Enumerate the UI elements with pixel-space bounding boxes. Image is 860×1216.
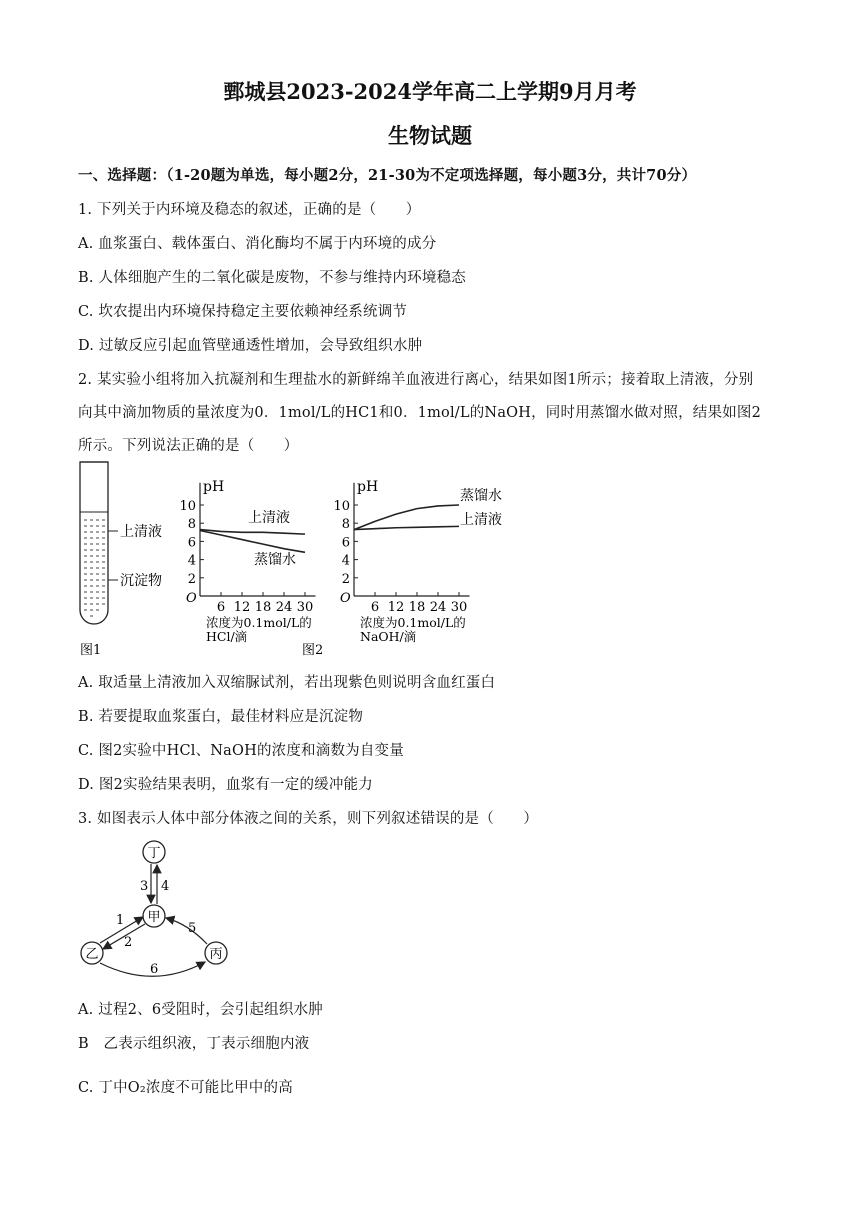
y-axis-label: pH bbox=[357, 478, 379, 495]
q1-stem: 1. 下列关于内环境及稳态的叙述，正确的是（ ） bbox=[78, 202, 421, 218]
x-tick-label: 6 bbox=[370, 600, 380, 615]
svg-text:丙: 丙 bbox=[209, 947, 223, 962]
q2-stem-line-3: 所示。下列说法正确的是（ ） bbox=[78, 438, 299, 454]
figure1-graph bbox=[179, 479, 315, 644]
x-tick-label: 18 bbox=[408, 600, 426, 615]
q1-option-b: B. 人体细胞产生的二氧化碳是废物，不参与维持内环境稳态 bbox=[78, 270, 466, 286]
x-tick-label: 18 bbox=[254, 600, 272, 615]
svg-text:丁: 丁 bbox=[147, 846, 161, 861]
y-tick-label: 2 bbox=[187, 571, 196, 587]
arrow-label-1: 1 bbox=[116, 913, 125, 928]
q2-option-c: C. 图2实验中HCl、NaOH的浓度和滴数为自变量 bbox=[78, 743, 404, 759]
arrow-5 bbox=[166, 918, 207, 944]
q3-option-a: A. 过程2、6受阻时，会引起组织水肿 bbox=[78, 1002, 323, 1018]
figure2-graph bbox=[333, 479, 502, 644]
q2-stem-line-2: 向其中滴加物质的量浓度为0．1mol/L的HC1和0．1mol/L的NaOH，同时用蒸馏水做对照，结果如图2 bbox=[78, 405, 762, 421]
x-tick-label: 30 bbox=[296, 600, 314, 615]
series-label: 蒸馏水 bbox=[460, 488, 502, 504]
node-jia bbox=[143, 905, 165, 927]
arrow-label-5: 5 bbox=[188, 921, 197, 936]
origin-label: O bbox=[340, 591, 351, 606]
y-tick-label: 8 bbox=[187, 517, 196, 533]
y-tick-label: 6 bbox=[187, 535, 196, 551]
figure2-caption: 图2 bbox=[302, 643, 324, 658]
x-axis-label-line: NaOH/滴 bbox=[360, 629, 417, 644]
q2-stem-line-1: 2. 某实验小组将加入抗凝剂和生理盐水的新鲜绵羊血液进行离心，结果如图1所示；接着取上清液，分别 bbox=[78, 372, 754, 388]
y-tick-label: 4 bbox=[341, 553, 350, 569]
series-label: 蒸馏水 bbox=[254, 552, 296, 568]
x-axis-label-line: 浓度为0.1mol/L的 bbox=[360, 615, 466, 630]
figure1-caption: 图1 bbox=[80, 643, 102, 658]
y-tick-label: 10 bbox=[179, 499, 196, 514]
y-tick-label: 4 bbox=[187, 553, 196, 569]
x-tick-label: 24 bbox=[429, 600, 447, 615]
node-yi bbox=[81, 942, 103, 964]
series-label: 上清液 bbox=[248, 510, 290, 526]
tube-label-sediment: 沉淀物 bbox=[120, 573, 162, 589]
series-line bbox=[354, 526, 459, 529]
q1-option-c: C. 坎农提出内环境保持稳定主要依赖神经系统调节 bbox=[78, 304, 408, 320]
q2-option-d: D. 图2实验结果表明，血浆有一定的缓冲能力 bbox=[78, 777, 373, 793]
page-title: 鄄城县2023-2024学年高二上学期9月月考 bbox=[223, 79, 637, 104]
origin-label: O bbox=[186, 591, 197, 606]
page-subtitle: 生物试题 bbox=[388, 123, 472, 148]
q1-option-d: D. 过敏反应引起血管壁通透性增加，会导致组织水肿 bbox=[78, 338, 423, 354]
y-tick-label: 8 bbox=[341, 517, 350, 533]
y-tick-label: 6 bbox=[341, 535, 350, 551]
x-tick-label: 24 bbox=[275, 600, 293, 615]
node-bing bbox=[205, 942, 227, 964]
y-tick-label: 2 bbox=[341, 571, 350, 587]
node-ding bbox=[143, 841, 165, 863]
q2-figures bbox=[0, 458, 860, 668]
series-line bbox=[354, 505, 459, 530]
svg-text:甲: 甲 bbox=[147, 910, 161, 925]
arrow-label-4: 4 bbox=[161, 879, 170, 894]
q3-option-c: C. 丁中O₂浓度不可能比甲中的高 bbox=[78, 1080, 293, 1096]
x-axis-label-line: HCl/滴 bbox=[206, 629, 248, 644]
y-tick-label: 10 bbox=[333, 499, 350, 514]
x-tick-label: 6 bbox=[216, 600, 226, 615]
x-axis-label-line: 浓度为0.1mol/L的 bbox=[206, 615, 312, 630]
x-tick-label: 12 bbox=[233, 600, 251, 615]
svg-text:乙: 乙 bbox=[85, 947, 99, 962]
arrow-label-6: 6 bbox=[150, 962, 159, 977]
arrow-label-3: 3 bbox=[140, 879, 149, 894]
q2-option-b: B. 若要提取血浆蛋白，最佳材料应是沉淀物 bbox=[78, 709, 364, 725]
x-tick-label: 30 bbox=[450, 600, 468, 615]
test-tube-diagram bbox=[80, 462, 162, 658]
x-tick-label: 12 bbox=[387, 600, 405, 615]
q3-stem: 3. 如图表示人体中部分体液之间的关系，则下列叙述错误的是（ ） bbox=[78, 811, 539, 827]
arrow-label-2: 2 bbox=[124, 935, 133, 950]
body-fluid-diagram bbox=[70, 838, 270, 998]
series-label: 上清液 bbox=[460, 512, 502, 528]
tube-label-supernatant: 上清液 bbox=[120, 524, 162, 540]
q3-option-b: B 乙表示组织液，丁表示细胞内液 bbox=[78, 1036, 310, 1052]
section-heading: 一、选择题：（1-20题为单选，每小题2分，21-30为不定项选择题，每小题3分，共计70分） bbox=[78, 167, 697, 184]
q1-option-a: A. 血浆蛋白、载体蛋白、消化酶均不属于内环境的成分 bbox=[78, 236, 437, 252]
q2-option-a: A. 取适量上清液加入双缩脲试剂，若出现紫色则说明含血红蛋白 bbox=[78, 675, 496, 691]
y-axis-label: pH bbox=[203, 478, 225, 495]
